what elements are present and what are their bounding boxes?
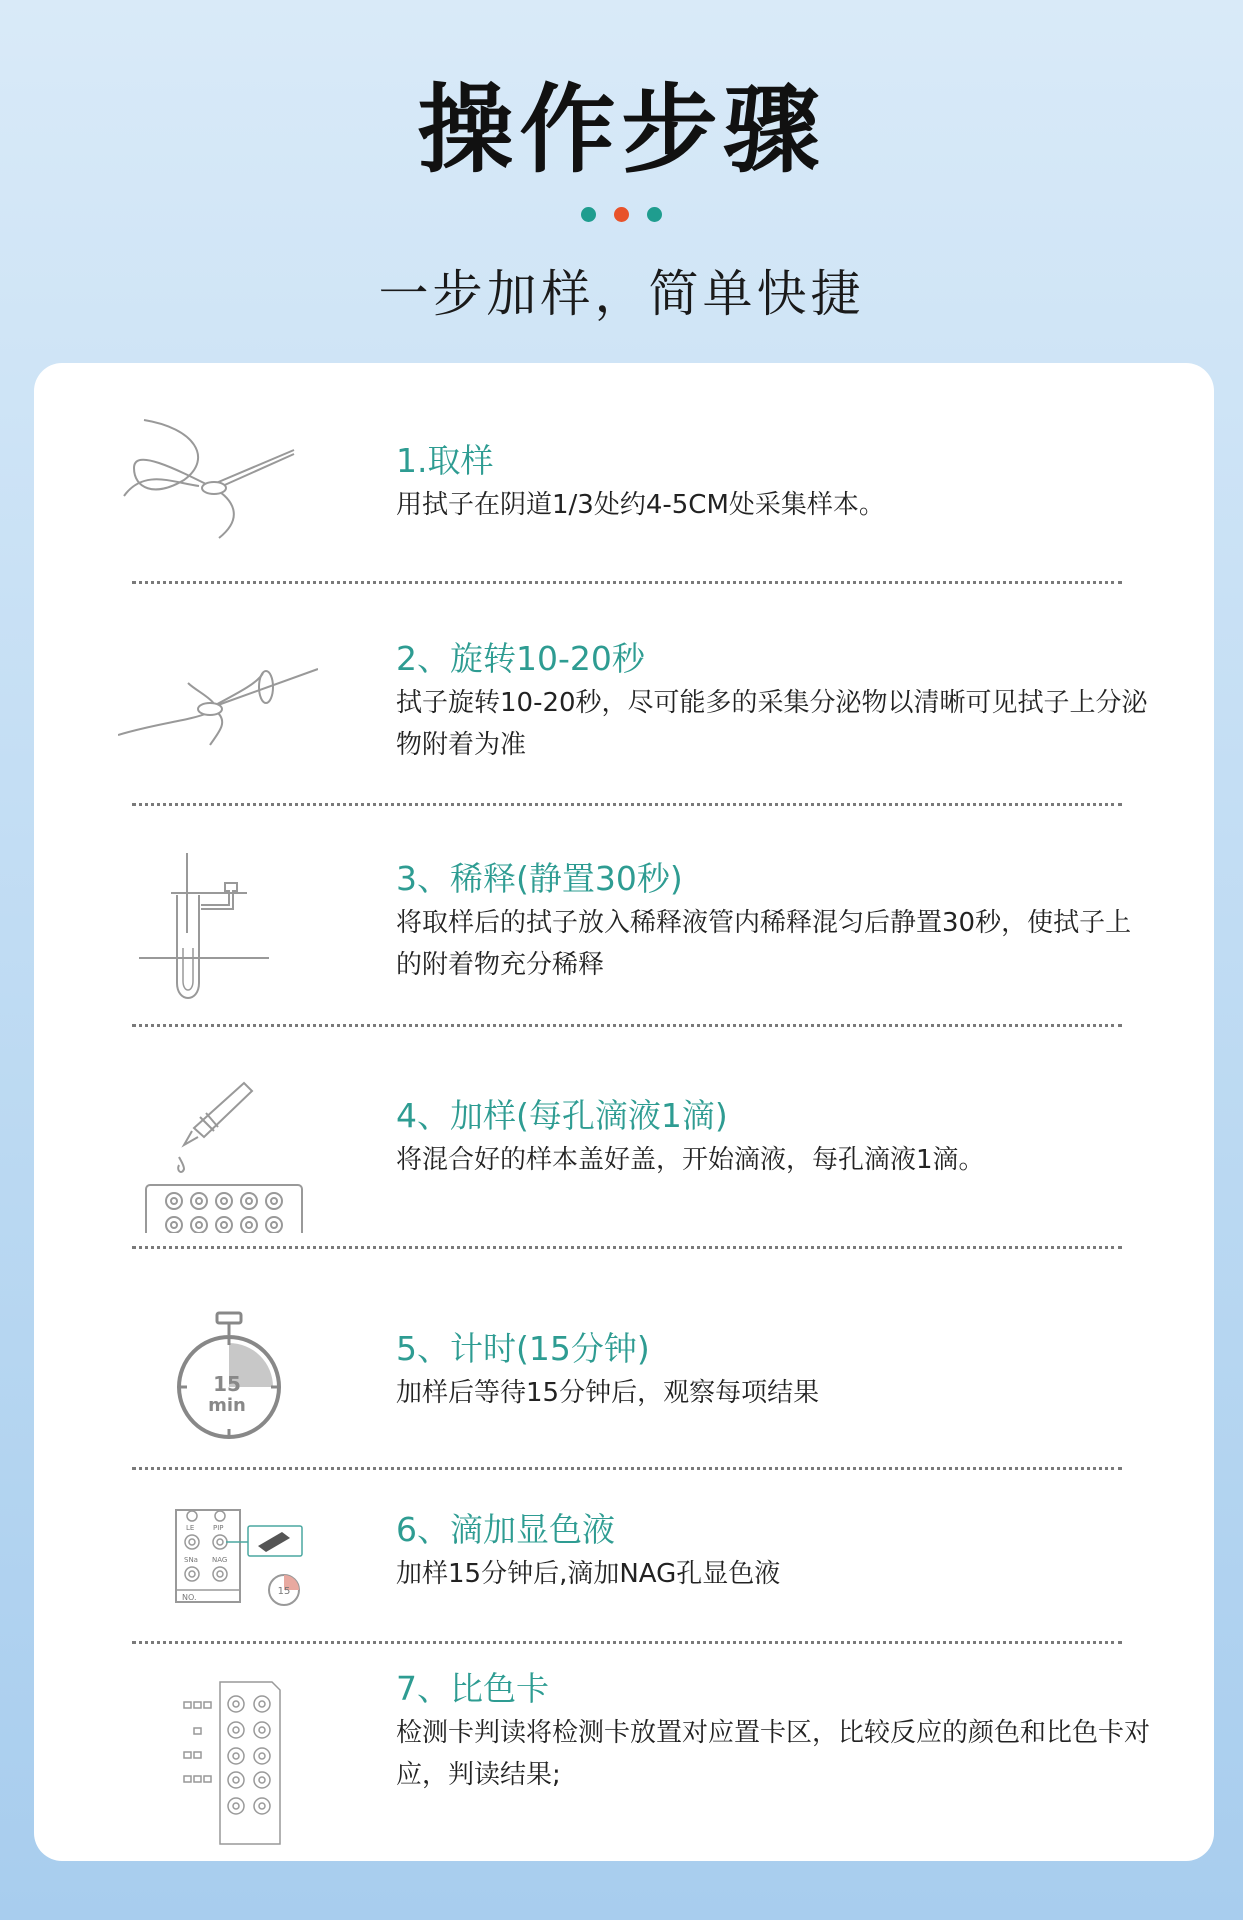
card-label-nag: NAG: [212, 1556, 228, 1564]
divider: [132, 1467, 1122, 1470]
step-title: 2、旋转10-20秒: [396, 639, 645, 678]
step-title: 7、比色卡: [396, 1669, 549, 1708]
step-description: 将混合好的样本盖好盖，开始滴液，每孔滴液1滴。: [396, 1145, 985, 1175]
divider: [132, 1246, 1122, 1249]
step-description: 检测卡判读将检测卡放置对应置卡区，比较反应的颜色和比色卡对应，判读结果;: [396, 1718, 1151, 1790]
dot-1: [581, 207, 596, 222]
step-title: 1.取样: [396, 441, 494, 480]
stopwatch-unit: min: [208, 1395, 246, 1416]
swab-rotate-icon: [118, 653, 318, 753]
step-description: 加样15分钟后,滴加NAG孔显色液: [396, 1559, 781, 1589]
steps-card: [34, 363, 1214, 1861]
step-title: 6、滴加显色液: [396, 1510, 615, 1549]
dot-2: [614, 207, 629, 222]
stopwatch-number: 15: [213, 1372, 241, 1396]
step-description: 将取样后的拭子放入稀释液管内稀释混匀后静置30秒，使拭子上的附着物充分稀释: [396, 908, 1132, 980]
divider: [132, 803, 1122, 806]
card-label-pip: PIP: [213, 1524, 224, 1532]
card-timer-number: 15: [277, 1586, 291, 1597]
step-description: 拭子旋转10-20秒，尽可能多的采集分泌物以清晰可见拭子上分泌物附着为准: [396, 688, 1148, 760]
step-title: 3、稀释(静置30秒): [396, 859, 683, 898]
divider: [132, 581, 1122, 584]
decorative-dots: [0, 207, 1243, 222]
card-label-no: NO.: [182, 1593, 197, 1602]
dropper-plate-icon: [144, 1073, 344, 1233]
reagent-card-icon: [174, 1508, 374, 1608]
dilution-tube-icon: [129, 853, 329, 1003]
divider: [132, 1641, 1122, 1644]
color-card-icon: [180, 1678, 380, 1848]
page-title: 操作步骤: [417, 74, 826, 186]
step-description: 加样后等待15分钟后，观察每项结果: [396, 1378, 820, 1408]
page-subtitle: 一步加样，简单快捷: [378, 265, 865, 323]
card-label-sna: SNa: [184, 1556, 198, 1564]
stopwatch-icon: [169, 1311, 369, 1441]
step-description: 用拭子在阴道1/3处约4-5CM处采集样本。: [396, 490, 885, 520]
dot-3: [647, 207, 662, 222]
card-label-le: LE: [186, 1524, 195, 1532]
divider: [132, 1024, 1122, 1027]
step-title: 4、加样(每孔滴液1滴): [396, 1096, 728, 1135]
swab-sampling-icon: [104, 408, 304, 548]
step-title: 5、计时(15分钟): [396, 1329, 650, 1368]
